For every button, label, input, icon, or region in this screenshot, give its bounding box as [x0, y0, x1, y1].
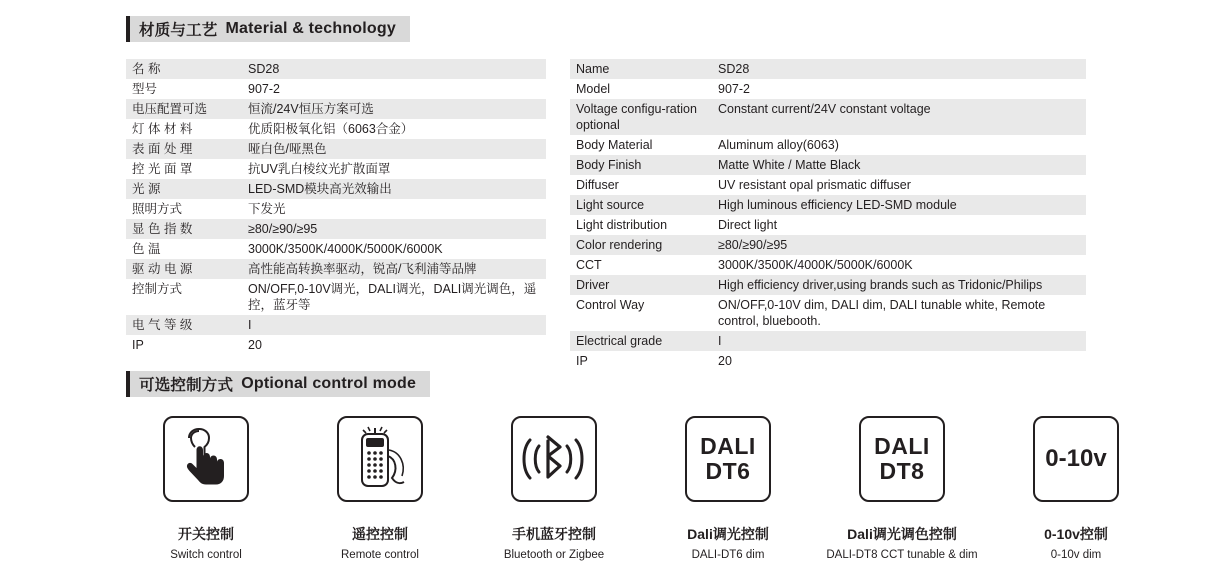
control-mode-row [126, 416, 1108, 566]
spec-key: 电 气 等 级 [126, 315, 242, 335]
table-row [126, 219, 546, 239]
spec-key: Diffuser [570, 175, 712, 195]
zero-ten-label: 0-10v [1045, 445, 1107, 472]
spec-value: ≥80/≥90/≥95 [712, 235, 1086, 255]
spec-key: 控 光 面 罩 [126, 159, 242, 179]
control-mode-label-en: DALI-DT6 dim [691, 549, 765, 561]
spec-key: Electrical grade [570, 331, 712, 351]
control-mode-label-en: DALI-DT8 CCT tunable & dim [826, 549, 978, 561]
table-row [126, 99, 546, 119]
control-mode-label-cn: 遥控控制 [352, 526, 408, 542]
spec-key: 控制方式 [126, 279, 242, 315]
table-row [570, 135, 1086, 155]
section-header-control-box [130, 371, 430, 397]
spec-key: 名 称 [126, 59, 242, 79]
section-header-control-cn: 可选控制方式 [139, 377, 234, 394]
table-row [570, 351, 1086, 371]
control-mode-remote[interactable] [300, 416, 460, 561]
table-row [570, 175, 1086, 195]
spec-value: 下发光 [242, 199, 546, 219]
section-header-control-en: Optional control mode [241, 375, 417, 392]
spec-key: 照明方式 [126, 199, 242, 219]
table-row [126, 199, 546, 219]
spec-value: 优质阳极氧化铝（6063合金） [242, 119, 546, 139]
control-mode-dali-dt6[interactable] [648, 416, 808, 561]
control-mode-dali-dt8[interactable] [822, 416, 982, 561]
spec-value: SD28 [712, 59, 1086, 79]
table-row [570, 331, 1086, 351]
control-mode-label-cn: Dali调光调色控制 [847, 526, 957, 542]
spec-key: Model [570, 79, 712, 99]
spec-value: 20 [712, 351, 1086, 371]
spec-key: Body Material [570, 135, 712, 155]
table-row [570, 195, 1086, 215]
table-row [126, 279, 546, 315]
table-row [126, 335, 546, 355]
spec-value: Constant current/24V constant voltage [712, 99, 1086, 135]
spec-value: 907-2 [242, 79, 546, 99]
spec-key: IP [126, 335, 242, 355]
spec-key: 驱 动 电 源 [126, 259, 242, 279]
spec-key: Light source [570, 195, 712, 215]
dali-dt8-line1: DALI [874, 433, 930, 459]
spec-key: CCT [570, 255, 712, 275]
spec-key: 光 源 [126, 179, 242, 199]
control-mode-label-cn: 开关控制 [178, 526, 234, 542]
spec-key: Control Way [570, 295, 712, 331]
spec-value: 907-2 [712, 79, 1086, 99]
spec-value: UV resistant opal prismatic diffuser [712, 175, 1086, 195]
spec-value: I [242, 315, 546, 335]
table-row [570, 255, 1086, 275]
spec-value: 哑白色/哑黑色 [242, 139, 546, 159]
control-mode-zero-ten[interactable] [996, 416, 1156, 561]
spec-key: Body Finish [570, 155, 712, 175]
spec-table-english [570, 59, 1086, 371]
spec-key: 显 色 指 数 [126, 219, 242, 239]
spec-key: 灯 体 材 料 [126, 119, 242, 139]
table-row [126, 159, 546, 179]
remote-control-icon [337, 416, 423, 502]
control-mode-label-en: Remote control [341, 549, 419, 561]
table-row [126, 315, 546, 335]
table-row [126, 239, 546, 259]
spec-key: 电压配置可选 [126, 99, 242, 119]
spec-value: 20 [242, 335, 546, 355]
spec-value: 恒流/24V恒压方案可选 [242, 99, 546, 119]
spec-value: LED-SMD模块高光效输出 [242, 179, 546, 199]
dali-dt8-icon [859, 416, 945, 502]
table-row [126, 259, 546, 279]
spec-value: 3000K/3500K/4000K/5000K/6000K [242, 239, 546, 259]
dali-dt6-icon [685, 416, 771, 502]
table-row [570, 235, 1086, 255]
section-header-material [126, 16, 410, 42]
spec-value: Direct light [712, 215, 1086, 235]
spec-value: SD28 [242, 59, 546, 79]
table-row [126, 59, 546, 79]
control-mode-label-en: 0-10v dim [1050, 549, 1102, 561]
table-row [570, 79, 1086, 99]
spec-value: ≥80/≥90/≥95 [242, 219, 546, 239]
section-header-control [126, 371, 430, 397]
spec-value: ON/OFF,0-10V dim, DALI dim, DALI tunable white, Remote control, bluebooth. [712, 295, 1086, 331]
control-mode-label-cn: Dali调光控制 [687, 526, 769, 542]
spec-key: 型号 [126, 79, 242, 99]
spec-key: 色 温 [126, 239, 242, 259]
spec-value: High efficiency driver,using brands such as Tridonic/Philips [712, 275, 1086, 295]
section-header-material-en: Material & technology [225, 20, 396, 37]
table-row [570, 275, 1086, 295]
spec-key: Light distribution [570, 215, 712, 235]
section-header-material-cn: 材质与工艺 [139, 22, 218, 39]
spec-key: Color rendering [570, 235, 712, 255]
control-mode-label-cn: 0-10v控制 [1044, 526, 1108, 542]
table-row [570, 59, 1086, 79]
spec-key: Name [570, 59, 712, 79]
zero-to-ten-volt-icon [1033, 416, 1119, 502]
section-header-material-box [130, 16, 410, 42]
control-mode-switch[interactable] [126, 416, 286, 561]
table-row [126, 179, 546, 199]
bluetooth-wireless-icon [511, 416, 597, 502]
table-row [126, 119, 546, 139]
spec-value: 高性能高转换率驱动，锐高/飞利浦等品牌 [242, 259, 546, 279]
spec-value: High luminous efficiency LED-SMD module [712, 195, 1086, 215]
spec-value: Matte White / Matte Black [712, 155, 1086, 175]
table-row [126, 139, 546, 159]
control-mode-label-en: Bluetooth or Zigbee [503, 549, 605, 561]
spec-value: Aluminum alloy(6063) [712, 135, 1086, 155]
spec-table-chinese [126, 59, 546, 355]
dali-dt6-line1: DALI [700, 433, 756, 459]
table-row [570, 155, 1086, 175]
spec-key: 表 面 处 理 [126, 139, 242, 159]
spec-value: I [712, 331, 1086, 351]
control-mode-bluetooth[interactable] [474, 416, 634, 561]
table-row [126, 79, 546, 99]
spec-value: ON/OFF,0-10V调光，DALI调光，DALI调光调色，遥控，蓝牙等 [242, 279, 546, 315]
control-mode-label-cn: 手机蓝牙控制 [512, 526, 596, 542]
spec-key: Voltage configu-ration optional [570, 99, 712, 135]
table-row [570, 99, 1086, 135]
table-row [570, 295, 1086, 331]
spec-value: 抗UV乳白棱纹光扩散面罩 [242, 159, 546, 179]
hand-touch-icon [163, 416, 249, 502]
spec-key: IP [570, 351, 712, 371]
dali-dt6-line2: DT6 [705, 458, 751, 484]
table-row [570, 215, 1086, 235]
spec-key: Driver [570, 275, 712, 295]
spec-value: 3000K/3500K/4000K/5000K/6000K [712, 255, 1086, 275]
control-mode-label-en: Switch control [170, 549, 242, 561]
dali-dt8-line2: DT8 [879, 458, 925, 484]
